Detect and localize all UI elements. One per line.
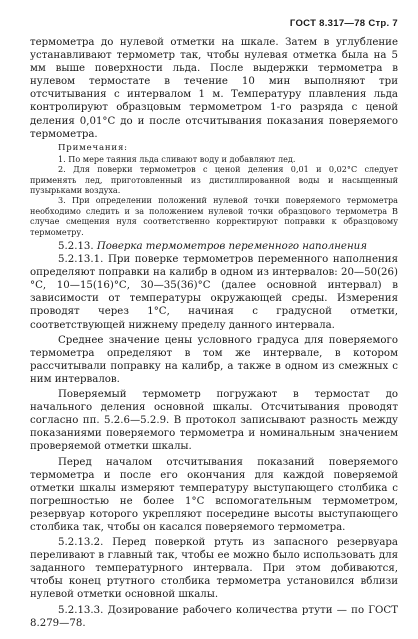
section-heading (30, 240, 398, 253)
notes-title: Примечания: (58, 142, 128, 153)
section-title: Поверка термометров переменного наполнения (96, 241, 367, 252)
paragraph-5-2-13-2: 5.2.13.2. Перед поверкой ртуть из запасного резервуара переливают в главный так, чтобы ее можно было использовать для заданного температурного интервала. При этом добиваются, чтобы конец ртутного столбика термометра установился вблизи нулевой отметки основной шкалы. (30, 537, 398, 601)
paragraph-intro: термометра до нулевой отметки на шкале. Затем в углубление устанавливают термометр так, чтобы нулевая отметка была на 5 мм выше поверхности льда. После выдержки термометра в нулевом термостате в течение 10 мин выполняют три отсчитывания с интервалом 1 м. Температуру плавления льда контролируют образцовым термометром 1-го разряда с ценой деления 0,01°С до и после отсчитывания показания поверяемого термометра. (30, 37, 398, 140)
note-3: 3. При определении положений нулевой точки поверяемого термометра необходимо следить и за положением нулевой точки образцового термометра В случае смещения нуля соответственно корректируют поправки к образцовому термометру. (30, 195, 398, 237)
paragraph-5-2-13-3: 5.2.13.3. Дозирование рабочего количества ртути — по ГОСТ 8.279—78. (30, 604, 398, 629)
page-content (30, 36, 398, 630)
paragraph-average-value: Среднее значение цены условного градуса для поверяемого термометра определяют в том же интервале, в котором рассчитывали поправку на калибр, а также в одном из смежных с ним интервалов. (30, 334, 398, 385)
note-2: 2. Для поверки термометров с ценой деления 0,01 и 0,02°С следует применять лед, приготовленный из дистиллированной воды и насыщенный пузырьками воздуха. (30, 164, 398, 195)
section-number: 5.2.13. (58, 241, 94, 252)
page-header: ГОСТ 8.317—78 Стр. 7 (289, 18, 398, 29)
note-1: 1. По мере таяния льда сливают воду и добавляют лед. (58, 153, 296, 164)
paragraph-readings: Перед началом отсчитывания показаний поверяемого термометра и после его окончания для каждой поверяемой отметки шкалы измеряют температуру выступающего столбика с погрешностью не более 1°С вспомогательным термометром, резервуар которого укрепляют посередине высоты выступающего столбика так, чтобы он касался поверяемого термометра. (30, 456, 398, 533)
paragraph-immersion: Поверяемый термометр погружают в термостат до начального деления основной шкалы. Отсчитывания проводят согласно пп. 5.2.6—5.2.9. В протокол записывают разность между показаниями поверяемого термометра и номинальным значением проверяемой отметки шкалы. (30, 389, 398, 453)
paragraph-5-2-13-1: 5.2.13.1. При поверке термометров переменного наполнения определяют поправки на калибр в одном из интервалов: 20—50(26)°С, 10—15(16)°С, 30—35(36)°С (далее основной интервал) в зависимости от температуры окружающей среды. Измерения проводят через 1°С, начиная с градусной отметки, соответствующей нижнему пределу данного интервала. (30, 254, 398, 331)
